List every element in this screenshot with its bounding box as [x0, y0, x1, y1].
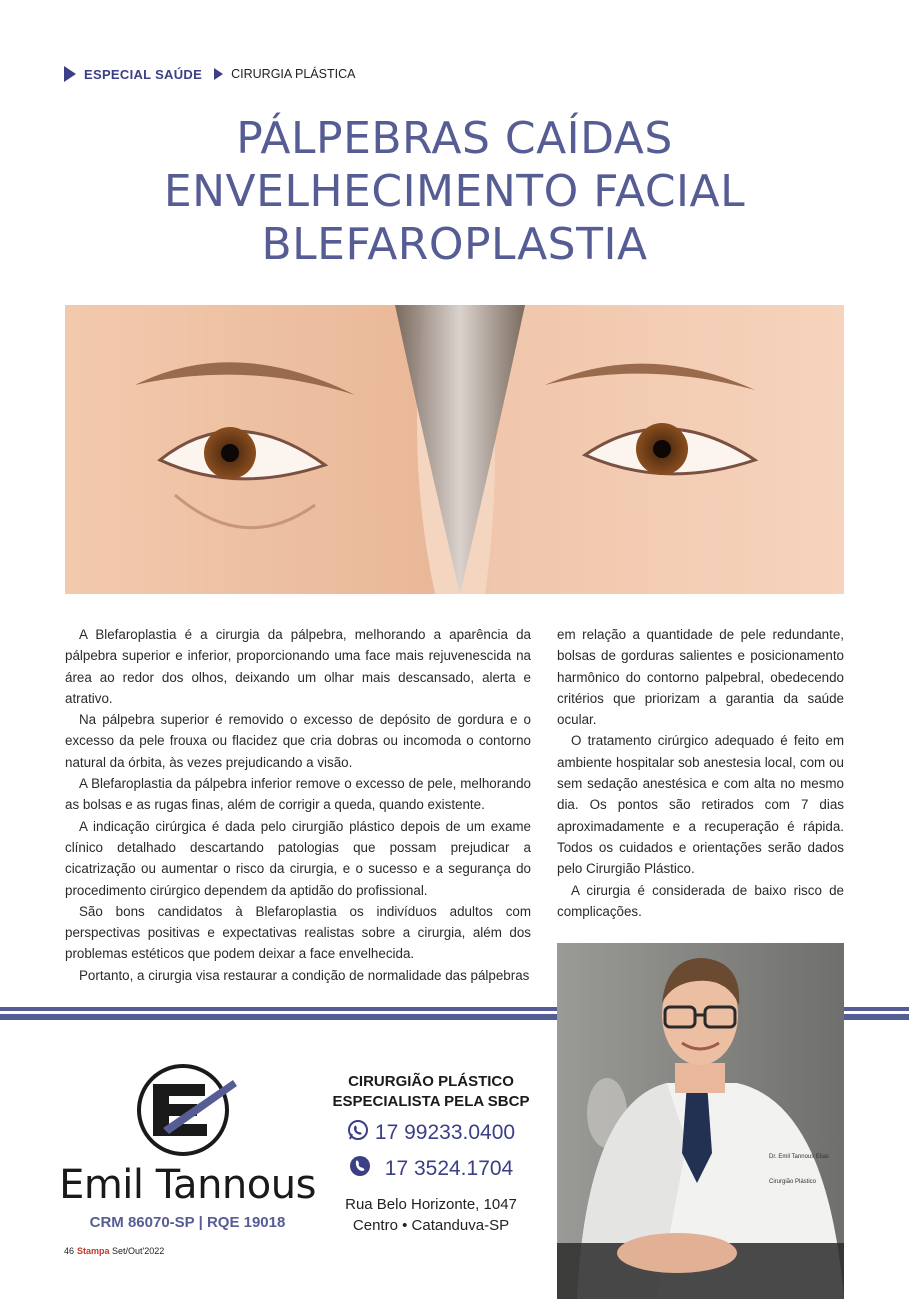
breadcrumb [64, 64, 355, 84]
coat-name: Dr. Emil Tannous Elias [769, 1154, 829, 1160]
address [320, 1194, 542, 1236]
whatsapp-icon [347, 1119, 369, 1147]
magazine-name: Stampa [77, 1246, 110, 1256]
page-number: 46 [64, 1246, 75, 1256]
mobile-phone[interactable] [320, 1118, 542, 1148]
address-line: Centro • Catanduva-SP [352, 1217, 510, 1234]
title-line: BLEFAROPLASTIA [261, 219, 648, 270]
paragraph: A indicação cirúrgica é dada pelo cirurgião plástico depois de um exame clínico detalhado descartando patologias que possam prejudicar a cicatrização ou aumentar o risco da cirurgia, e o sucesso e a segurança do procedimento cirúrgico dependem da aptidão do profissional. [65, 818, 531, 898]
paragraph: Portanto, a cirurgia visa restaurar a condição de normalidade das pálpebras [79, 967, 530, 983]
coat-role: Cirurgião Plástico [769, 1179, 817, 1185]
mobile-number: 17 99233.0400 [374, 1121, 516, 1144]
et-logo-icon [133, 1062, 243, 1162]
landline-phone[interactable] [320, 1154, 542, 1184]
paragraph: São bons candidatos à Blefaroplastia os indivíduos adultos com perspectivas positivas e expectativas realistas sobre a cirurgia, além dos problemas estéticos que podem deixar a face envelhecida. [65, 903, 531, 962]
paragraph: A Blefaroplastia é a cirurgia da pálpebra, melhorando a aparência da pálpebra superior e inferior, proporcionando uma face mais rejuvenescida na área ao redor dos olhos, deixando um olhar mais descansado, alerta e atrativo. [65, 627, 531, 706]
title-line: PÁLPEBRAS CAÍDAS [236, 113, 673, 164]
paragraph: em relação a quantidade de pele redundante, bolsas de gorduras salientes e posicionamento harmônico do contorno palpebral, obedecendo critérios que priorizam a garantia da saúde ocular. [557, 627, 844, 728]
hero-eyes-image [65, 305, 844, 594]
page-title [0, 112, 909, 271]
triangle-bullet-icon [214, 68, 223, 80]
issue-date: Set/Out'2022 [112, 1246, 165, 1256]
doctor-name: Emil Tannous [59, 1162, 316, 1208]
triangle-bullet-icon [64, 66, 76, 82]
article-column-right [557, 624, 844, 922]
contact-block [320, 1072, 542, 1236]
page-folio [64, 1246, 164, 1256]
doctor-credentials: CRM 86070-SP | RQE 19018 [89, 1214, 286, 1231]
title-line: ENVELHECIMENTO FACIAL [163, 166, 746, 217]
paragraph: O tratamento cirúrgico adequado é feito em ambiente hospitalar sob anestesia local, com ou sem sedação anestésica e com alta no mesmo dia. Os pontos são retirados com 7 dias aproximadamente e a recuperação é rápida. Todos os cuidados e orientações serão dados pelo Cirurgião Plástico. [557, 733, 844, 877]
specialty-line: ESPECIALISTA PELA SBCP [332, 1093, 530, 1110]
landline-number: 17 3524.1704 [384, 1157, 514, 1180]
address-line: Rua Belo Horizonte, 1047 [345, 1196, 517, 1213]
paragraph: A Blefaroplastia da pálpebra inferior remove o excesso de pele, melhorando as bolsas e as rugas finas, além de corrigir a queda, quando existente. [65, 776, 531, 813]
specialty-line: CIRURGIÃO PLÁSTICO [348, 1073, 514, 1090]
breadcrumb-subsection: CIRURGIA PLÁSTICA [231, 67, 356, 81]
paragraph: Na pálpebra superior é removido o excesso de depósito de gordura e o excesso da pele frouxa ou flacidez que cria dobras ou incomoda o contorno natural da órbita, às vezes prejudicando a visão. [65, 712, 531, 770]
paragraph: A cirurgia é considerada de baixo risco de complicações. [557, 882, 844, 919]
article-column-left [65, 624, 531, 986]
breadcrumb-section: ESPECIAL SAÚDE [84, 66, 203, 82]
phone-icon [349, 1155, 371, 1183]
doctor-portrait [557, 943, 844, 1299]
